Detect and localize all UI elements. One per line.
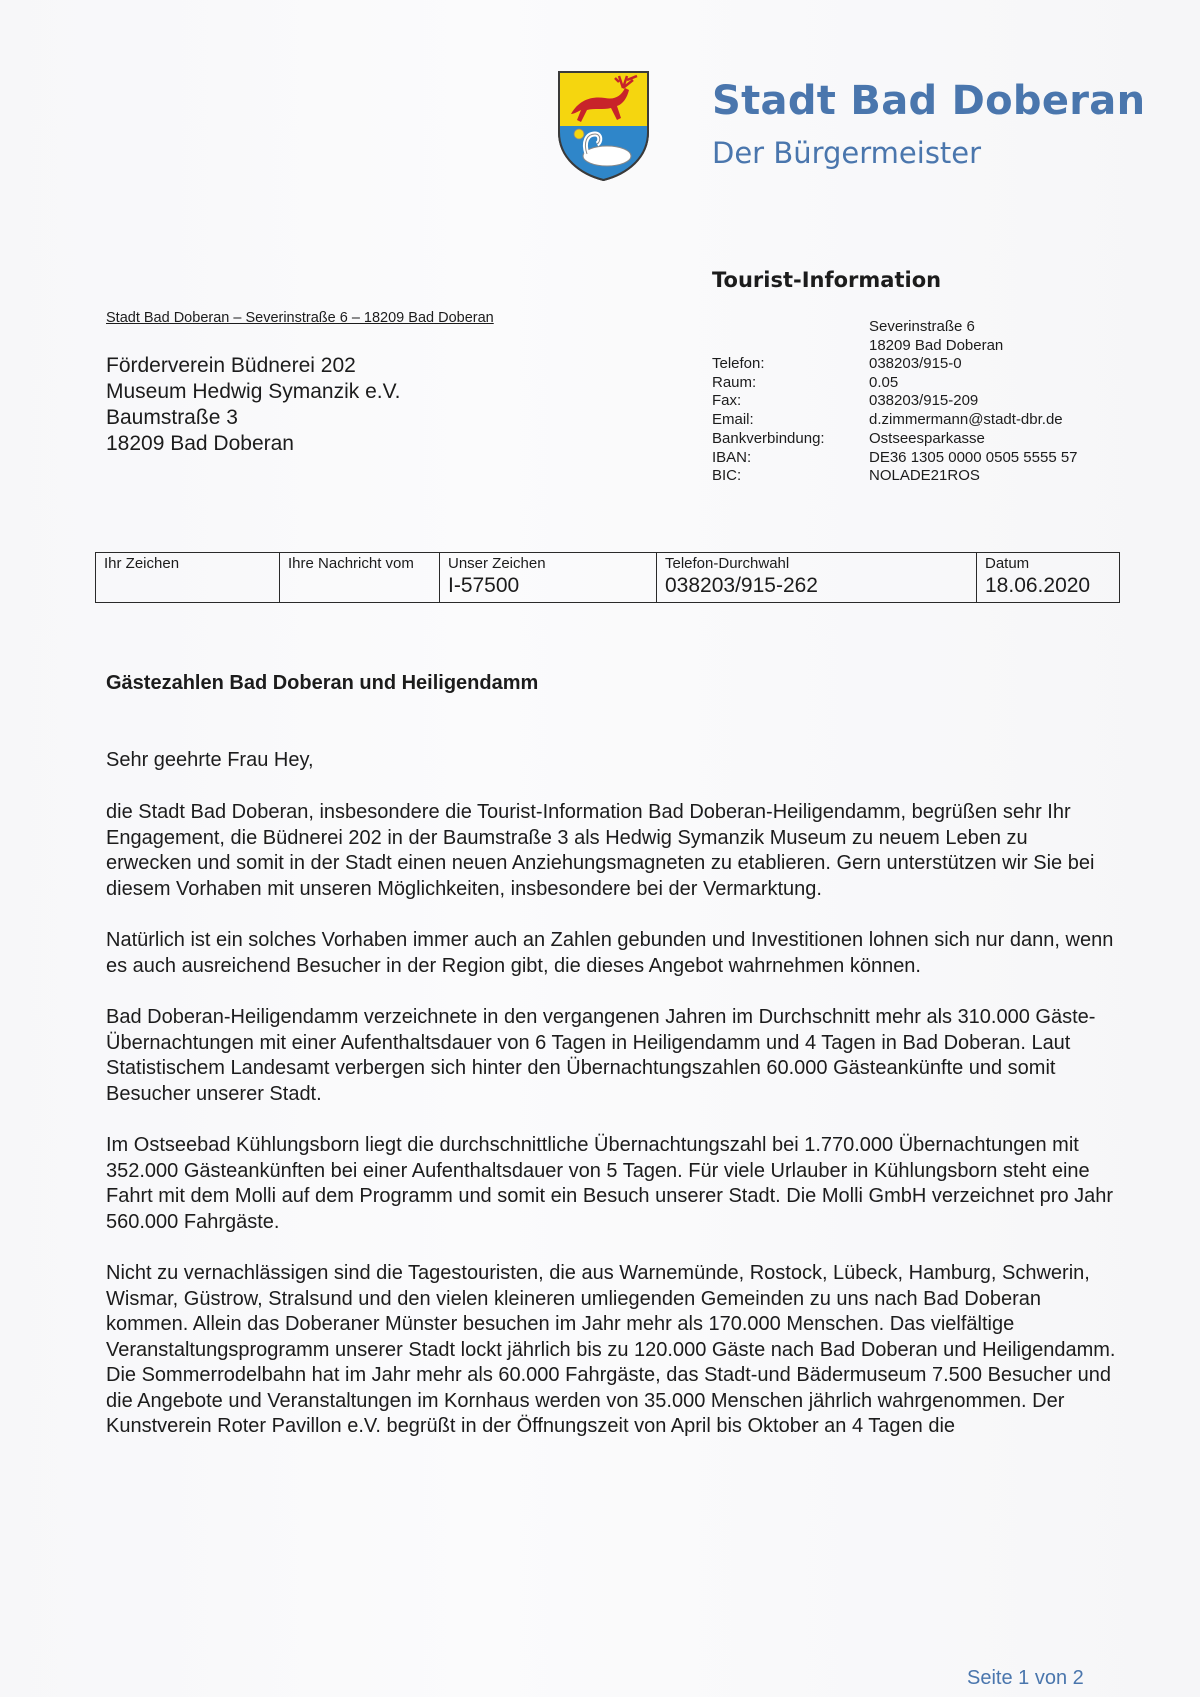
reference-cell: [977, 553, 1120, 603]
department-name: Tourist-Information: [712, 268, 942, 292]
reference-value: 038203/915-262: [665, 574, 818, 597]
contact-label: Email:: [712, 411, 754, 429]
contact-address: [869, 317, 1003, 355]
contact-label: Raum:: [712, 373, 757, 391]
body-paragraph: Im Ostseebad Kühlungsborn liegt die durchschnittliche Übernachtungszahl bei 1.770.000 Übernachtungen mit 352.000 Gästeankünften bei einer Aufenthaltsdauer von 5 Tagen. Für viele Urlauber in Kühlungsborn steht eine Fahrt mit dem Molli auf dem Programm und somit ein Besuch unserer Stadt. Die Molli GmbH verzeichnet pro Jahr 560.000 Fahrgäste.: [106, 1134, 1114, 1233]
return-address: Stadt Bad Doberan – Severinstraße 6 – 18209 Bad Doberan: [106, 310, 494, 326]
page-number: Seite 1 von 2: [967, 1667, 1084, 1689]
contact-fax: 038203/915-209: [869, 392, 979, 410]
table-row: [96, 553, 1120, 603]
contact-phone: 038203/915-0: [869, 355, 962, 372]
reference-label: Telefon-Durchwahl: [665, 555, 790, 572]
contact-address-line: 18209 Bad Doberan: [869, 337, 1004, 354]
reference-table: [95, 552, 1120, 603]
reference-label: Ihr Zeichen: [104, 555, 180, 572]
letter-body: [106, 800, 1116, 1466]
recipient-line: Baumstraße 3: [106, 406, 238, 429]
reference-cell: [96, 553, 280, 603]
reference-value: I-57500: [448, 574, 520, 597]
coat-of-arms-icon: [557, 70, 650, 182]
contact-label: IBAN:: [712, 448, 752, 466]
contact-bic: NOLADE21ROS: [869, 467, 980, 485]
contact-bank: Ostseesparkasse: [869, 429, 985, 447]
contact-label: BIC:: [712, 467, 742, 485]
letter-subject: Gästezahlen Bad Doberan und Heiligendamm: [106, 672, 539, 694]
reference-cell: [657, 553, 977, 603]
contact-label: Fax:: [712, 392, 742, 410]
contact-label: Bankverbindung:: [712, 429, 825, 447]
reference-label: Ihre Nachricht vom: [288, 555, 414, 572]
contact-room: 0.05: [869, 373, 899, 391]
letter-salutation: Sehr geehrte Frau Hey,: [106, 749, 314, 771]
contact-email: d.zimmermann@stadt-dbr.de: [869, 411, 1063, 429]
contact-iban: DE36 1305 0000 0505 5555 57: [869, 448, 1078, 466]
reference-label: Datum: [985, 555, 1030, 572]
body-paragraph: Nicht zu vernachlässigen sind die Tagestouristen, die aus Warnemünde, Rostock, Lübeck, Hamburg, Schwerin, Wismar, Güstrow, Stralsund und den vielen kleineren umliegenden Gemeinden zu uns nach Bad Doberan kommen. Allein das Doberaner Münster besuchen im Jahr mehr als 170.000 Menschen. Das vielfältige Veranstaltungsprogramm unserer Stadt lockt jährlich bis zu 120.000 Gäste nach Bad Doberan und Heiligendamm. Die Sommerrodelbahn hat im Jahr mehr als 60.000 Fahrgäste, das Stadt-und Bädermuseum 7.500 Besucher und die Angebote und Veranstaltungen im Kornhaus werden von 35.000 Menschen jährlich wahrgenommen. Der Kunstverein Roter Pavillon e.V. begrüßt in der Öffnungszeit von April bis Oktober an 4 Tagen die: [106, 1262, 1116, 1437]
reference-label: Unser Zeichen: [448, 555, 546, 572]
body-paragraph: die Stadt Bad Doberan, insbesondere die Tourist-Information Bad Doberan-Heiligendamm, begrüßen sehr Ihr Engagement, die Büdnerei 202 in der Baumstraße 3 als Hedwig Symanzik Museum zu neuem Leben zu erwecken und somit in der Stadt einen neuen Anziehungsmagneten zu etablieren. Gern unterstützen wir Sie bei diesem Vorhaben mit unseren Möglichkeiten, insbesondere bei der Vermarktung.: [106, 801, 1095, 900]
recipient-address: [106, 353, 401, 457]
body-paragraph: Bad Doberan-Heiligendamm verzeichnete in den vergangenen Jahren im Durchschnitt mehr als 310.000 Gäste-Übernachtungen mit einer Aufenthaltsdauer von 6 Tagen in Heiligendamm und 4 Tagen in Bad Doberan. Laut Statistischem Landesamt verbergen sich hinter den Übernachtungszahlen 60.000 Gästeankünfte und somit Besucher unserer Stadt.: [106, 1006, 1096, 1105]
contact-address-line: Severinstraße 6: [869, 318, 975, 335]
contact-label: Telefon:: [712, 355, 765, 372]
reference-cell: [280, 553, 440, 603]
contact-details: [712, 355, 1078, 486]
organization-subtitle: Der Bürgermeister: [712, 136, 982, 170]
organization-name: Stadt Bad Doberan: [712, 78, 1146, 124]
reference-value: 18.06.2020: [985, 574, 1091, 597]
recipient-line: Förderverein Büdnerei 202: [106, 354, 356, 377]
recipient-line: 18209 Bad Doberan: [106, 432, 294, 455]
recipient-line: Museum Hedwig Symanzik e.V.: [106, 380, 401, 403]
body-paragraph: Natürlich ist ein solches Vorhaben immer auch an Zahlen gebunden und Investitionen lohnen sich nur dann, wenn es auch ausreichend Besucher in der Region gibt, die dieses Angebot wahrnehmen können.: [106, 929, 1114, 977]
reference-cell: [440, 553, 657, 603]
